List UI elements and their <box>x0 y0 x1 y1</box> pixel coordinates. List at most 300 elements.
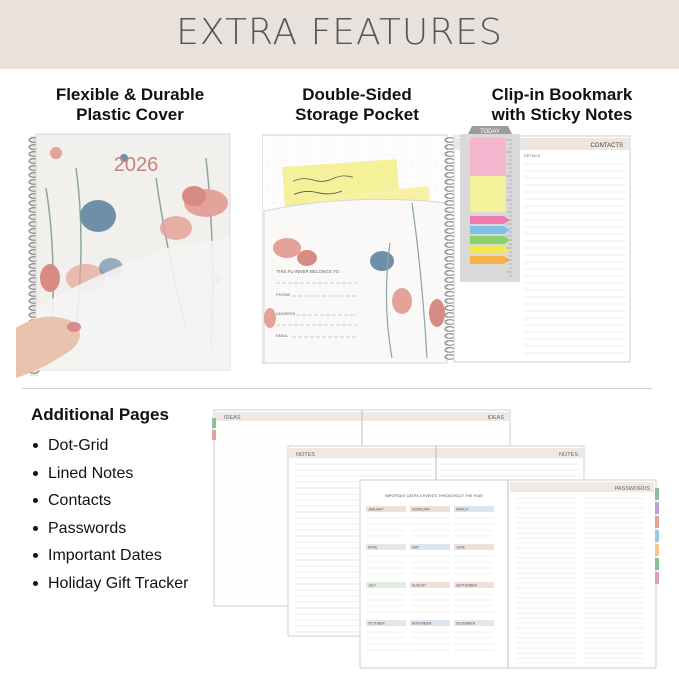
grid-dot <box>472 444 473 445</box>
grid-dot <box>346 432 347 433</box>
grid-dot <box>250 510 251 511</box>
grid-dot <box>274 155 275 156</box>
grid-dot <box>418 444 419 445</box>
grid-dot <box>298 149 299 150</box>
grid-dot <box>334 149 335 150</box>
grid-dot <box>412 438 413 439</box>
grid-dot <box>232 534 233 535</box>
grid-dot <box>400 432 401 433</box>
grid-dot <box>352 149 353 150</box>
grid-dot <box>268 492 269 493</box>
grid-dot <box>256 426 257 427</box>
grid-dot <box>340 426 341 427</box>
grid-dot <box>340 149 341 150</box>
grid-dot <box>250 432 251 433</box>
grid-dot <box>268 582 269 583</box>
grid-dot <box>430 444 431 445</box>
grid-dot <box>226 528 227 529</box>
grid-dot <box>418 155 419 156</box>
grid-dot <box>274 516 275 517</box>
grid-dot <box>268 522 269 523</box>
grid-dot <box>478 426 479 427</box>
grid-dot <box>310 426 311 427</box>
grid-dot <box>226 474 227 475</box>
grid-dot <box>238 504 239 505</box>
grid-dot <box>370 444 371 445</box>
grid-dot <box>448 438 449 439</box>
grid-dot <box>328 149 329 150</box>
grid-dot <box>430 438 431 439</box>
grid-dot <box>262 486 263 487</box>
grid-dot <box>232 450 233 451</box>
grid-dot <box>400 155 401 156</box>
grid-dot <box>226 462 227 463</box>
grid-dot <box>352 426 353 427</box>
grid-dot <box>256 558 257 559</box>
grid-dot <box>304 432 305 433</box>
grid-dot <box>424 161 425 162</box>
grid-dot <box>220 552 221 553</box>
grid-dot <box>250 570 251 571</box>
cover-year: 2026 <box>113 154 159 176</box>
grid-dot <box>412 143 413 144</box>
grid-dot <box>286 426 287 427</box>
grid-dot <box>280 149 281 150</box>
grid-dot <box>286 516 287 517</box>
grid-dot <box>256 570 257 571</box>
grid-dot <box>286 432 287 433</box>
grid-dot <box>232 462 233 463</box>
grid-dot <box>244 522 245 523</box>
grid-dot <box>286 155 287 156</box>
grid-dot <box>232 468 233 469</box>
grid-dot <box>244 510 245 511</box>
grid-dot <box>232 564 233 565</box>
grid-dot <box>346 161 347 162</box>
grid-dot <box>256 468 257 469</box>
grid-dot <box>400 167 401 168</box>
grid-dot <box>250 582 251 583</box>
grid-dot <box>262 576 263 577</box>
grid-dot <box>256 534 257 535</box>
grid-dot <box>388 143 389 144</box>
grid-dot <box>274 552 275 553</box>
grid-dot <box>244 462 245 463</box>
grid-dot <box>286 492 287 493</box>
grid-dot <box>280 570 281 571</box>
grid-dot <box>268 426 269 427</box>
grid-dot <box>412 444 413 445</box>
grid-dot <box>292 143 293 144</box>
grid-dot <box>286 474 287 475</box>
grid-dot <box>298 161 299 162</box>
grid-dot <box>370 143 371 144</box>
grid-dot <box>238 588 239 589</box>
feature-title-cover <box>30 85 230 125</box>
grid-dot <box>496 438 497 439</box>
grid-dot <box>280 155 281 156</box>
grid-dot <box>244 480 245 481</box>
grid-dot <box>244 528 245 529</box>
grid-dot <box>352 143 353 144</box>
grid-dot <box>340 432 341 433</box>
grid-dot <box>382 444 383 445</box>
grid-dot <box>244 432 245 433</box>
feature-cover-line2: Plastic Cover <box>76 105 184 124</box>
grid-dot <box>274 498 275 499</box>
grid-dot <box>262 456 263 457</box>
grid-dot <box>274 167 275 168</box>
grid-dot <box>268 504 269 505</box>
grid-dot <box>280 600 281 601</box>
grid-dot <box>394 143 395 144</box>
grid-dot <box>496 444 497 445</box>
grid-dot <box>226 576 227 577</box>
grid-dot <box>412 179 413 180</box>
grid-dot <box>220 486 221 487</box>
grid-dot <box>268 185 269 186</box>
grid-dot <box>376 143 377 144</box>
grid-dot <box>280 432 281 433</box>
grid-dot <box>388 155 389 156</box>
grid-dot <box>256 564 257 565</box>
grid-dot <box>238 498 239 499</box>
grid-dot <box>220 558 221 559</box>
grid-dot <box>454 444 455 445</box>
grid-dot <box>286 600 287 601</box>
grid-dot <box>286 450 287 451</box>
grid-dot <box>376 149 377 150</box>
grid-dot <box>490 426 491 427</box>
grid-dot <box>262 594 263 595</box>
grid-dot <box>238 600 239 601</box>
grid-dot <box>310 161 311 162</box>
grid-dot <box>280 498 281 499</box>
feature-title-bookmark <box>462 85 662 125</box>
grid-dot <box>382 426 383 427</box>
grid-dot <box>478 438 479 439</box>
grid-dot <box>220 510 221 511</box>
grid-dot <box>406 161 407 162</box>
grid-dot <box>268 564 269 565</box>
grid-dot <box>220 426 221 427</box>
grid-dot <box>220 528 221 529</box>
grid-dot <box>358 155 359 156</box>
grid-dot <box>292 426 293 427</box>
grid-dot <box>262 564 263 565</box>
grid-dot <box>250 462 251 463</box>
grid-dot <box>238 438 239 439</box>
grid-dot <box>232 486 233 487</box>
bullet <box>33 498 38 503</box>
grid-dot <box>334 432 335 433</box>
grid-dot <box>280 185 281 186</box>
grid-dot <box>430 179 431 180</box>
grid-dot <box>334 143 335 144</box>
phone-label: PHONE <box>276 292 291 297</box>
grid-dot <box>370 149 371 150</box>
grid-dot <box>406 179 407 180</box>
grid-dot <box>274 594 275 595</box>
grid-dot <box>220 600 221 601</box>
grid-dot <box>220 492 221 493</box>
grid-dot <box>316 155 317 156</box>
grid-dot <box>328 426 329 427</box>
grid-dot <box>382 155 383 156</box>
grid-dot <box>250 456 251 457</box>
pocket-spread <box>262 133 452 365</box>
grid-dot <box>250 486 251 487</box>
grid-dot <box>250 534 251 535</box>
list-item-label: Passwords <box>48 519 127 537</box>
grid-dot <box>232 444 233 445</box>
grid-dot <box>220 546 221 547</box>
grid-dot <box>244 600 245 601</box>
grid-dot <box>280 462 281 463</box>
grid-dot <box>286 486 287 487</box>
grid-dot <box>226 540 227 541</box>
grid-dot <box>286 528 287 529</box>
grid-dot <box>250 444 251 445</box>
list-item <box>31 464 188 492</box>
grid-dot <box>286 564 287 565</box>
grid-dot <box>304 438 305 439</box>
grid-dot <box>232 432 233 433</box>
grid-dot <box>280 474 281 475</box>
grid-dot <box>232 498 233 499</box>
grid-dot <box>478 444 479 445</box>
grid-dot <box>280 191 281 192</box>
grid-dot <box>268 516 269 517</box>
grid-dot <box>250 588 251 589</box>
grid-dot <box>472 438 473 439</box>
grid-dot <box>286 522 287 523</box>
grid-dot <box>262 582 263 583</box>
grid-dot <box>436 167 437 168</box>
grid-dot <box>448 432 449 433</box>
grid-dot <box>412 185 413 186</box>
grid-dot <box>280 444 281 445</box>
grid-dot <box>466 432 467 433</box>
grid-dot <box>454 432 455 433</box>
grid-dot <box>244 546 245 547</box>
grid-dot <box>256 600 257 601</box>
grid-dot <box>364 149 365 150</box>
grid-dot <box>310 444 311 445</box>
bullet <box>33 443 38 448</box>
list-item-label: Important Dates <box>48 547 162 565</box>
grid-dot <box>286 462 287 463</box>
contacts-details-label: DETAILS <box>524 153 541 158</box>
contacts-title: CONTACTS <box>590 143 623 149</box>
grid-dot <box>322 426 323 427</box>
list-item <box>31 491 188 519</box>
grid-dot <box>226 516 227 517</box>
month-label: SEPTEMBER <box>456 583 477 588</box>
list-item-label: Holiday Gift Tracker <box>48 574 189 592</box>
grid-dot <box>256 594 257 595</box>
grid-dot <box>244 444 245 445</box>
grid-dot <box>274 161 275 162</box>
grid-dot <box>238 480 239 481</box>
grid-dot <box>244 564 245 565</box>
grid-dot <box>274 444 275 445</box>
grid-dot <box>244 576 245 577</box>
grid-dot <box>268 438 269 439</box>
grid-dot <box>244 594 245 595</box>
grid-dot <box>268 594 269 595</box>
grid-dot <box>268 143 269 144</box>
grid-dot <box>280 426 281 427</box>
grid-dot <box>238 450 239 451</box>
grid-dot <box>418 149 419 150</box>
bookmark-spread <box>440 126 635 366</box>
grid-dot <box>274 486 275 487</box>
grid-dot <box>352 161 353 162</box>
grid-dot <box>226 564 227 565</box>
grid-dot <box>502 438 503 439</box>
grid-dot <box>280 167 281 168</box>
grid-dot <box>280 516 281 517</box>
grid-dot <box>412 167 413 168</box>
grid-dot <box>268 558 269 559</box>
grid-dot <box>304 143 305 144</box>
grid-dot <box>232 582 233 583</box>
grid-dot <box>430 173 431 174</box>
grid-dot <box>328 143 329 144</box>
grid-dot <box>280 528 281 529</box>
notes-label-right: NOTES <box>559 452 578 458</box>
grid-dot <box>334 444 335 445</box>
grid-dot <box>238 528 239 529</box>
grid-dot <box>328 155 329 156</box>
grid-dot <box>268 149 269 150</box>
grid-dot <box>238 540 239 541</box>
grid-dot <box>376 444 377 445</box>
grid-dot <box>418 179 419 180</box>
grid-dot <box>262 600 263 601</box>
grid-dot <box>226 534 227 535</box>
grid-dot <box>256 540 257 541</box>
grid-dot <box>250 468 251 469</box>
grid-dot <box>406 143 407 144</box>
grid-dot <box>268 203 269 204</box>
grid-dot <box>262 540 263 541</box>
grid-dot <box>448 426 449 427</box>
grid-dot <box>226 444 227 445</box>
grid-dot <box>484 444 485 445</box>
grid-dot <box>244 468 245 469</box>
grid-dot <box>394 438 395 439</box>
grid-dot <box>244 492 245 493</box>
grid-dot <box>238 594 239 595</box>
grid-dot <box>232 510 233 511</box>
grid-dot <box>244 570 245 571</box>
grid-dot <box>496 432 497 433</box>
grid-dot <box>268 600 269 601</box>
grid-dot <box>358 143 359 144</box>
grid-dot <box>316 149 317 150</box>
notes-label-left: NOTES <box>296 452 315 458</box>
grid-dot <box>280 486 281 487</box>
section-divider <box>22 388 652 389</box>
grid-dot <box>226 552 227 553</box>
grid-dot <box>262 492 263 493</box>
grid-dot <box>436 143 437 144</box>
grid-dot <box>238 552 239 553</box>
grid-dot <box>268 462 269 463</box>
grid-dot <box>280 179 281 180</box>
grid-dot <box>280 552 281 553</box>
grid-dot <box>238 432 239 433</box>
grid-dot <box>232 480 233 481</box>
grid-dot <box>250 450 251 451</box>
grid-dot <box>436 149 437 150</box>
grid-dot <box>280 510 281 511</box>
grid-dot <box>280 588 281 589</box>
grid-dot <box>220 456 221 457</box>
grid-dot <box>262 528 263 529</box>
grid-dot <box>232 456 233 457</box>
grid-dot <box>256 504 257 505</box>
grid-dot <box>286 468 287 469</box>
grid-dot <box>268 552 269 553</box>
grid-dot <box>382 438 383 439</box>
grid-dot <box>250 594 251 595</box>
grid-dot <box>220 540 221 541</box>
grid-dot <box>286 504 287 505</box>
grid-dot <box>430 161 431 162</box>
grid-dot <box>226 522 227 523</box>
grid-dot <box>424 185 425 186</box>
grid-dot <box>388 438 389 439</box>
grid-dot <box>418 173 419 174</box>
grid-dot <box>322 149 323 150</box>
feature-cover-line1: Flexible & Durable <box>55 85 205 104</box>
feature-pocket-line1: Double-Sided <box>302 85 412 104</box>
grid-dot <box>322 432 323 433</box>
grid-dot <box>406 426 407 427</box>
grid-dot <box>232 600 233 601</box>
grid-dot <box>226 570 227 571</box>
grid-dot <box>268 498 269 499</box>
list-item-label: Lined Notes <box>48 464 134 482</box>
grid-dot <box>430 191 431 192</box>
grid-dot <box>226 510 227 511</box>
grid-dot <box>238 516 239 517</box>
grid-dot <box>274 197 275 198</box>
grid-dot <box>262 504 263 505</box>
grid-dot <box>334 438 335 439</box>
grid-dot <box>256 576 257 577</box>
grid-dot <box>232 522 233 523</box>
feature-bookmark-line1: Clip-in Bookmark <box>491 85 633 104</box>
grid-dot <box>436 179 437 180</box>
grid-dot <box>226 546 227 547</box>
grid-dot <box>274 492 275 493</box>
grid-dot <box>436 432 437 433</box>
grid-dot <box>268 161 269 162</box>
grid-dot <box>310 155 311 156</box>
grid-dot <box>220 504 221 505</box>
grid-dot <box>310 149 311 150</box>
grid-dot <box>226 594 227 595</box>
grid-dot <box>442 438 443 439</box>
grid-dot <box>220 498 221 499</box>
grid-dot <box>322 155 323 156</box>
grid-dot <box>442 432 443 433</box>
grid-dot <box>334 155 335 156</box>
